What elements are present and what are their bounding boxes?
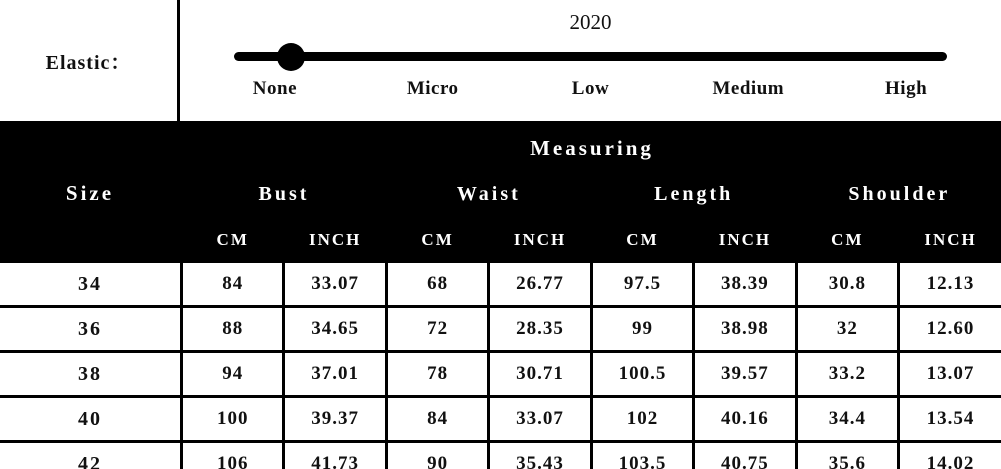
cell-length-cm: 97.5 — [591, 262, 693, 307]
elastic-label-cell — [0, 0, 180, 121]
cell-shoulder-inch: 14.02 — [899, 442, 1001, 469]
cell-bust-cm: 88 — [182, 307, 284, 352]
cell-waist-inch: 35.43 — [489, 442, 591, 469]
cell-length-cm: 100.5 — [591, 352, 693, 397]
cell-length-inch: 38.39 — [694, 262, 796, 307]
slider-tick-labels — [180, 78, 1001, 100]
size-column-header: Size — [0, 126, 182, 262]
slider-option-low[interactable]: Low — [571, 78, 610, 99]
cell-waist-cm: 78 — [386, 352, 488, 397]
slider-knob[interactable] — [277, 43, 305, 71]
unit-header-shoulder-inch: INCH — [899, 218, 1001, 262]
cell-bust-cm: 94 — [182, 352, 284, 397]
cell-shoulder-cm: 34.4 — [796, 397, 898, 442]
cell-shoulder-cm: 33.2 — [796, 352, 898, 397]
year-label: 2020 — [569, 10, 612, 34]
cell-waist-cm: 90 — [386, 442, 488, 469]
row-size: 38 — [0, 352, 182, 397]
slider-option-micro[interactable]: Micro — [406, 78, 459, 99]
size-table — [0, 124, 1001, 469]
measuring-header: Measuring — [182, 126, 1001, 171]
slider-option-medium[interactable]: Medium — [712, 78, 785, 99]
cell-waist-cm: 72 — [386, 307, 488, 352]
cell-bust-inch: 39.37 — [284, 397, 386, 442]
unit-header-waist-cm: CM — [386, 218, 488, 262]
unit-header-length-inch: INCH — [694, 218, 796, 262]
cell-shoulder-inch: 13.07 — [899, 352, 1001, 397]
cell-shoulder-cm: 32 — [796, 307, 898, 352]
unit-header-bust-cm: CM — [182, 218, 284, 262]
table-header-row-measuring — [0, 126, 1001, 171]
cell-shoulder-inch: 12.13 — [899, 262, 1001, 307]
unit-header-bust-inch: INCH — [284, 218, 386, 262]
elastic-label: Elastic： — [45, 52, 132, 74]
group-header-waist: Waist — [386, 171, 591, 218]
row-size: 42 — [0, 442, 182, 469]
group-header-shoulder: Shoulder — [796, 171, 1001, 218]
group-header-bust: Bust — [182, 171, 387, 218]
cell-shoulder-inch: 13.54 — [899, 397, 1001, 442]
cell-bust-inch: 33.07 — [284, 262, 386, 307]
cell-length-inch: 40.75 — [694, 442, 796, 469]
cell-length-cm: 99 — [591, 307, 693, 352]
unit-header-waist-inch: INCH — [489, 218, 591, 262]
group-header-length: Length — [591, 171, 796, 218]
cell-shoulder-cm: 30.8 — [796, 262, 898, 307]
cell-bust-cm: 106 — [182, 442, 284, 469]
cell-bust-cm: 84 — [182, 262, 284, 307]
cell-waist-inch: 33.07 — [489, 397, 591, 442]
cell-bust-inch: 37.01 — [284, 352, 386, 397]
slider-track[interactable] — [234, 52, 947, 61]
elastic-slider-cell — [180, 0, 1001, 121]
elastic-row — [0, 0, 1001, 124]
cell-bust-cm: 100 — [182, 397, 284, 442]
cell-bust-inch: 41.73 — [284, 442, 386, 469]
row-size: 40 — [0, 397, 182, 442]
cell-waist-inch: 26.77 — [489, 262, 591, 307]
row-size: 34 — [0, 262, 182, 307]
cell-shoulder-cm: 35.6 — [796, 442, 898, 469]
cell-length-inch: 40.16 — [694, 397, 796, 442]
cell-shoulder-inch: 12.60 — [899, 307, 1001, 352]
unit-header-shoulder-cm: CM — [796, 218, 898, 262]
cell-length-inch: 39.57 — [694, 352, 796, 397]
row-size: 36 — [0, 307, 182, 352]
table-row — [0, 397, 1001, 442]
table-row — [0, 307, 1001, 352]
cell-length-cm: 102 — [591, 397, 693, 442]
elastic-slider[interactable] — [234, 44, 947, 68]
cell-length-cm: 103.5 — [591, 442, 693, 469]
slider-option-high[interactable]: High — [885, 78, 928, 99]
table-row — [0, 352, 1001, 397]
cell-waist-cm: 68 — [386, 262, 488, 307]
cell-waist-inch: 28.35 — [489, 307, 591, 352]
cell-waist-inch: 30.71 — [489, 352, 591, 397]
cell-length-inch: 38.98 — [694, 307, 796, 352]
table-row — [0, 262, 1001, 307]
slider-option-none[interactable]: None — [252, 78, 298, 99]
cell-waist-cm: 84 — [386, 397, 488, 442]
unit-header-length-cm: CM — [591, 218, 693, 262]
cell-bust-inch: 34.65 — [284, 307, 386, 352]
table-row — [0, 442, 1001, 469]
